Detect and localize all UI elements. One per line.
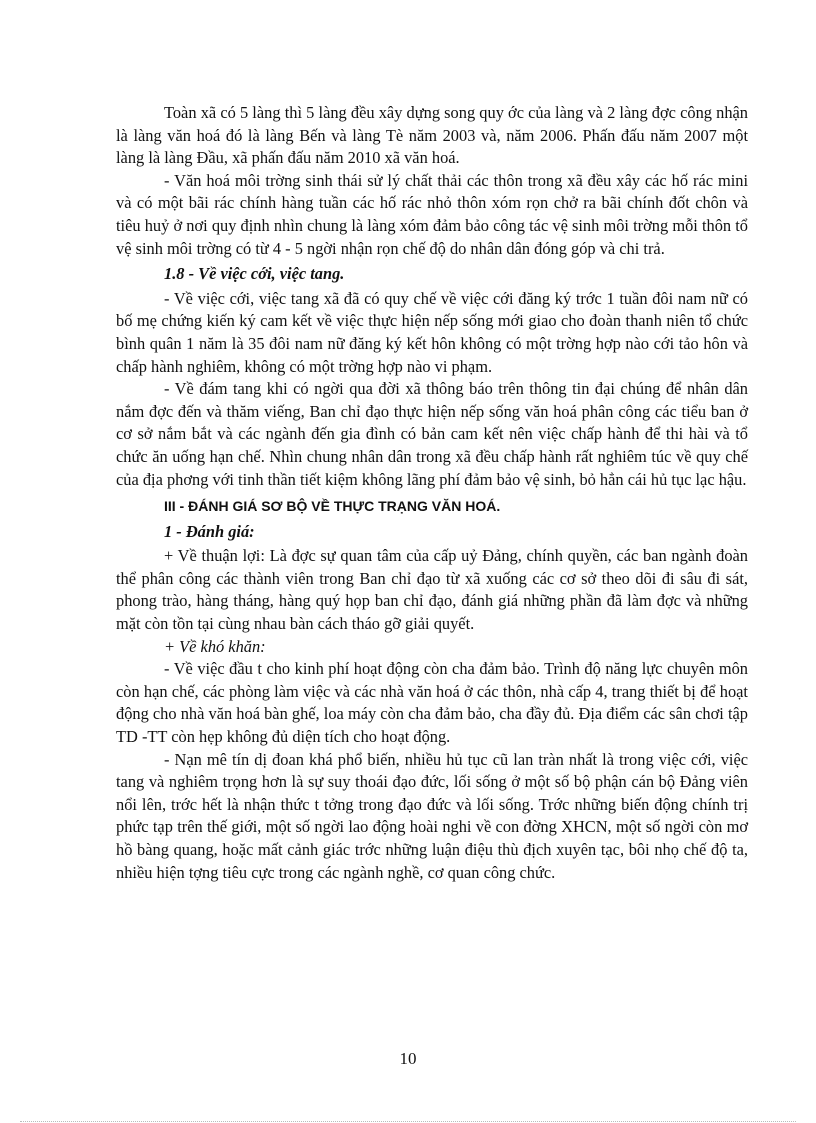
subheading-evaluation: 1 - Đánh giá: (164, 521, 255, 541)
subheading-difficulties: + Về khó khăn: (164, 636, 266, 656)
paragraph-advantages: + Về thuận lợi: Là đợc sự quan tâm của cấp uỷ Đảng, chính quyền, các ban ngành đoàn thể phân công các thành viên trong Ban chỉ đạo từ xã xuống các cơ sở theo dõi đi sâu đi sát, phong trào, hàng tháng, hàng quý họp ban chỉ đạo, đánh giá những phần đã làm đợc và những mặt còn tồn tại cùng nhau bàn cách tháo gỡ giải quyết. (116, 546, 748, 634)
section-heading-assessment: III - ĐÁNH GIÁ SƠ BỘ VỀ THỰC TRẠNG VĂN HOÁ. (164, 498, 501, 515)
paragraph-village-culture: Toàn xã có 5 làng thì 5 làng đều xây dựng song quy ớc của làng và 2 làng đợc công nhận là làng văn hoá đó là làng Bến và làng Tè năm 2003 và, năm 2006. Phấn đấu năm 2007 một làng là làng Đầu, xã phấn đấu năm 2010 xã văn hoá. (116, 103, 748, 168)
page-content (116, 102, 748, 884)
footer-divider (20, 1121, 796, 1122)
paragraph-weddings: - Về việc cới, việc tang xã đã có quy chế về việc cới đăng ký trớc 1 tuần đôi nam nữ có bố mẹ chứng kiến ký cam kết về việc thực hiện nếp sống mới giao cho đoàn thanh niên tổ chức bình quân 1 năm là 35 đôi nam nữ đăng ký kết hôn không có một trờng hợp nào cới tảo hôn và chấp hành nghiêm, không có một trờng hợp nào vi phạm. (116, 288, 748, 376)
paragraph-funding: - Về việc đầu t cho kinh phí hoạt động còn cha đảm bảo. Trình độ năng lực chuyên môn còn hạn chế, các phòng làm việc và các nhà văn hoá ở các thôn, nhà cấp 4, trang thiết bị để hoạt động cho nhà văn hoá bàn ghế, loa máy còn cha đảm bảo, cha đầy đủ. Địa điểm các sân chơi tập TD -TT còn hẹp không đủ diện tích cho hoạt động. (116, 659, 748, 747)
paragraph-environment: - Văn hoá môi trờng sinh thái sử lý chất thải các thôn trong xã đều xây các hố rác mini và có một bãi rác chính hàng tuần các hố rác nhỏ thôn xóm rọn chở ra bãi chính đốt chôn và tiêu huỷ ở nơi quy định nhìn chung là làng xóm đảm bảo công tác vệ sinh môi trờng mỗi thôn tổ vệ sinh môi trờng có từ 4 - 5 ngời nhận rọn chế độ do nhân dân đóng góp và chi trả. (116, 170, 748, 258)
page-number: 10 (399, 1049, 417, 1068)
paragraph-funerals: - Về đám tang khi có ngời qua đời xã thông báo trên thông tin đại chúng để nhân dân nắm đợc đến và thăm viếng, Ban chỉ đạo thực hiện nếp sống văn hoá phân công các tiểu ban ở cơ sở nắm bắt và các ngành đến gia đình có bản cam kết nên việc chấp hành để thi hài và tổ chức ăn uống hạn chế. Nhìn chung nhân dân trong xã đều chấp hành rất nghiêm túc về quy chế của địa phơng với tinh thần tiết kiệm không lãng phí đảm bảo vệ sinh, bỏ hẳn cái hủ tục lạc hậu. (116, 379, 748, 489)
paragraph-superstition: - Nạn mê tín dị đoan khá phổ biến, nhiều hủ tục cũ lan tràn nhất là trong việc cới, việc tang và nghiêm trọng hơn là sự suy thoái đạo đức, lối sống ở một số bộ phận cán bộ Đảng viên nổi lên, trớc hết là nhận thức t tởng trong đạo đức và lối sống. Trớc những biến động chính trị phức tạp trên thế giới, một số ngời lao động hoài nghi về con đờng XHCN, một số ngời còn mơ hồ bàng quang, hoặc mất cảnh giác trớc những luận điệu thù địch xuyên tạc, bôi nhọ chế độ ta, nhiều hiện tợng tiêu cực trong các ngành nghề, cơ quan công chức. (116, 749, 748, 882)
section-heading-weddings-funerals: 1.8 - Về việc cới, việc tang. (164, 264, 345, 284)
